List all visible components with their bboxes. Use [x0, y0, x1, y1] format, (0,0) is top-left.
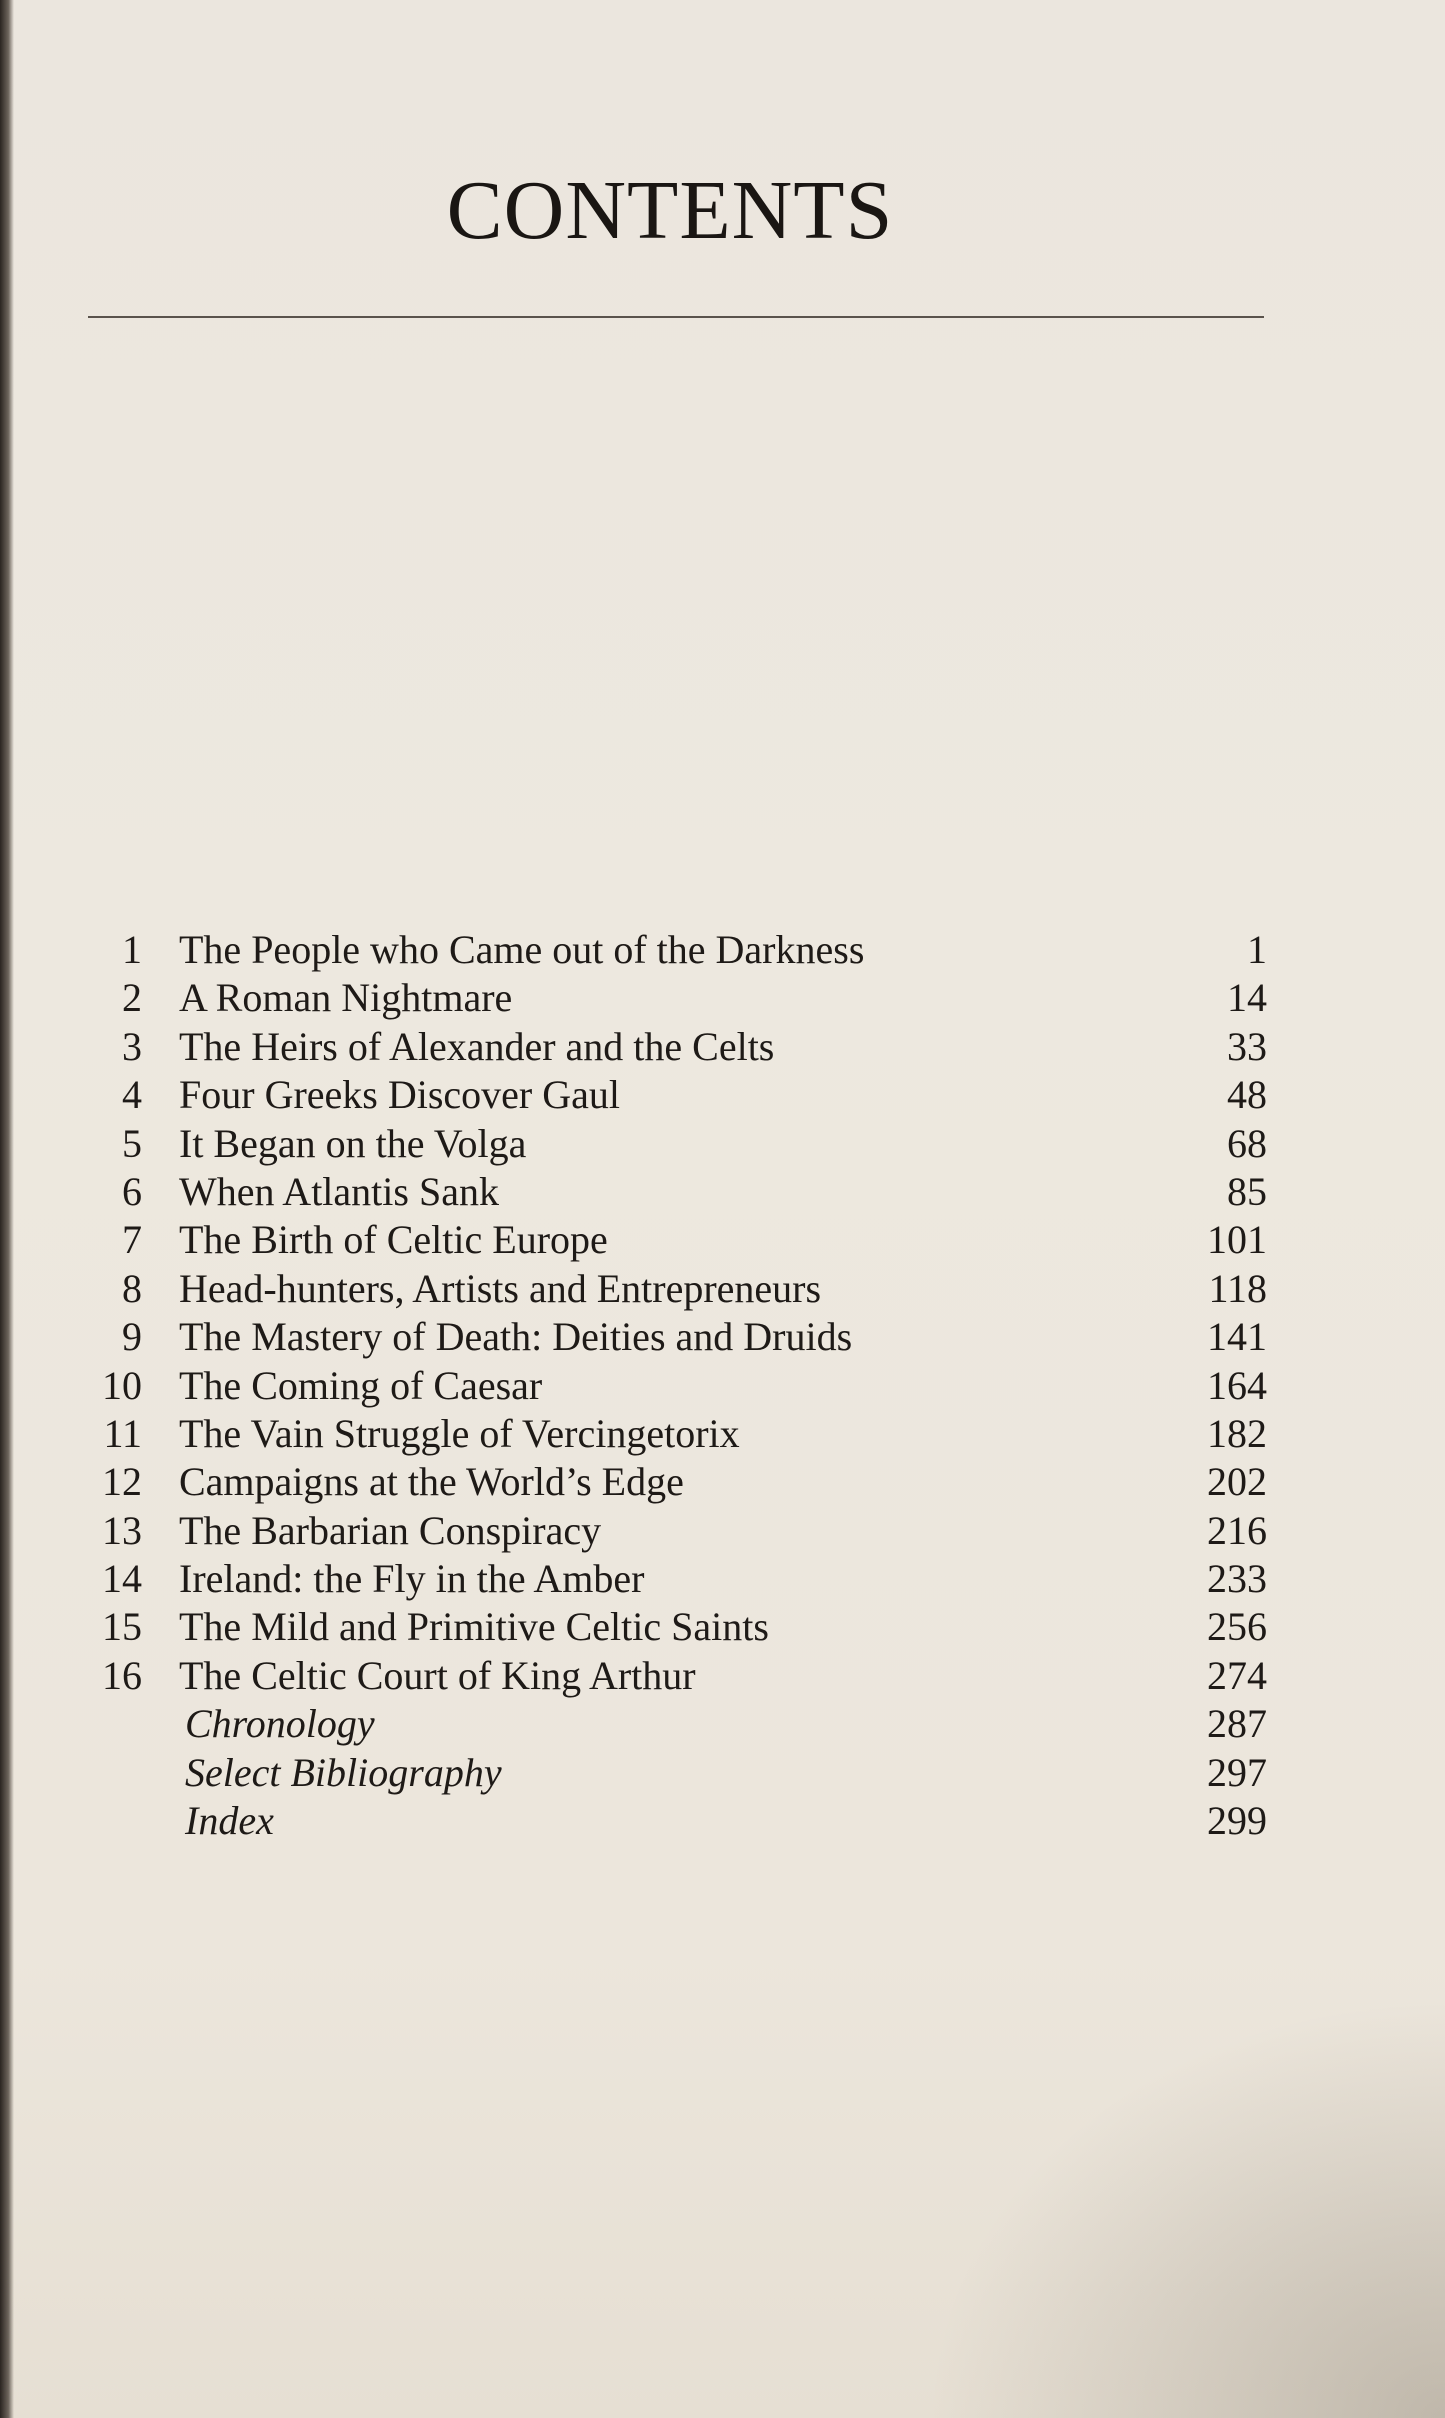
page-number: 48 — [1227, 1072, 1267, 1118]
back-matter-title: Select Bibliography — [185, 1749, 502, 1795]
toc-chapter-entry — [0, 1071, 1445, 1119]
chapter-number: 10 — [102, 1362, 142, 1408]
toc-chapter-entry — [0, 1265, 1445, 1313]
page-number: 164 — [1207, 1362, 1267, 1408]
toc-back-matter-entry — [0, 1749, 1445, 1797]
chapter-title: The Heirs of Alexander and the Celts — [179, 1023, 775, 1069]
chapter-number: 16 — [102, 1652, 142, 1698]
page-number: 1 — [1247, 927, 1267, 972]
toc-chapter-entry — [0, 1362, 1445, 1410]
back-matter-title: Chronology — [185, 1701, 375, 1747]
chapter-title: The Celtic Court of King Arthur — [179, 1652, 696, 1698]
page-number: 118 — [1208, 1265, 1267, 1311]
chapter-title: The Vain Struggle of Vercingetorix — [179, 1410, 740, 1456]
toc-chapter-entry — [0, 1023, 1445, 1071]
chapter-title: Campaigns at the World’s Edge — [179, 1459, 684, 1505]
back-matter-title: Index — [185, 1798, 274, 1844]
toc-chapter-entry — [0, 1458, 1445, 1506]
page-number: 233 — [1207, 1556, 1267, 1602]
page-number: 182 — [1207, 1410, 1267, 1456]
toc-chapter-entry — [0, 1410, 1445, 1458]
table-of-contents — [0, 926, 1445, 1845]
toc-chapter-entry — [0, 1603, 1445, 1651]
chapter-number: 4 — [122, 1072, 142, 1118]
toc-chapter-entry — [0, 1120, 1445, 1168]
chapter-title: Ireland: the Fly in the Amber — [179, 1556, 645, 1602]
page-number: 68 — [1227, 1120, 1267, 1166]
page-number: 33 — [1227, 1023, 1267, 1069]
chapter-title: The Barbarian Conspiracy — [179, 1507, 602, 1553]
chapter-title: The Birth of Celtic Europe — [179, 1217, 608, 1263]
toc-chapter-entry — [0, 1216, 1445, 1264]
chapter-number: 9 — [122, 1314, 142, 1360]
toc-chapter-entry — [0, 1507, 1445, 1555]
chapter-title: Four Greeks Discover Gaul — [179, 1072, 620, 1118]
chapter-title: Head-hunters, Artists and Entrepreneurs — [179, 1265, 822, 1311]
chapter-number: 2 — [122, 975, 142, 1021]
chapter-title: The Mastery of Death: Deities and Druids — [179, 1314, 853, 1360]
page-number: 14 — [1227, 975, 1267, 1021]
toc-chapter-entry — [0, 926, 1445, 974]
page-number: 299 — [1207, 1798, 1267, 1844]
chapter-number: 13 — [102, 1507, 142, 1553]
title-divider — [88, 316, 1264, 318]
chapter-number: 6 — [122, 1168, 142, 1214]
chapter-title: The Coming of Caesar — [179, 1362, 543, 1408]
page-number: 274 — [1207, 1652, 1267, 1698]
toc-chapter-entry — [0, 974, 1445, 1022]
chapter-number: 5 — [122, 1120, 142, 1166]
chapter-number: 7 — [122, 1217, 142, 1263]
page-number: 297 — [1207, 1749, 1267, 1795]
page-number: 141 — [1207, 1314, 1267, 1360]
chapter-title: When Atlantis Sank — [179, 1168, 499, 1214]
toc-chapter-entry — [0, 1555, 1445, 1603]
toc-chapter-entry — [0, 1652, 1445, 1700]
chapter-number: 15 — [102, 1604, 142, 1650]
page-number: 216 — [1207, 1507, 1267, 1553]
toc-chapter-entry — [0, 1313, 1445, 1361]
chapter-number: 12 — [102, 1459, 142, 1505]
chapter-title: It Began on the Volga — [179, 1120, 527, 1166]
page-number: 202 — [1207, 1459, 1267, 1505]
page-number: 256 — [1207, 1604, 1267, 1650]
chapter-number: 3 — [122, 1023, 142, 1069]
toc-chapter-entry — [0, 1168, 1445, 1216]
page-title: CONTENTS — [446, 164, 894, 257]
page-number: 85 — [1227, 1168, 1267, 1214]
toc-back-matter-entry — [0, 1797, 1445, 1845]
chapter-number: 8 — [122, 1265, 142, 1311]
chapter-number: 14 — [102, 1556, 142, 1602]
page-shadow — [925, 1998, 1445, 2418]
chapter-title: A Roman Nightmare — [179, 975, 513, 1021]
chapter-number: 11 — [103, 1410, 142, 1456]
chapter-number: 1 — [122, 927, 142, 972]
chapter-title: The People who Came out of the Darkness — [179, 927, 865, 972]
page-number: 101 — [1207, 1217, 1267, 1263]
toc-back-matter-entry — [0, 1700, 1445, 1748]
page-number: 287 — [1207, 1701, 1267, 1747]
chapter-title: The Mild and Primitive Celtic Saints — [179, 1604, 769, 1650]
